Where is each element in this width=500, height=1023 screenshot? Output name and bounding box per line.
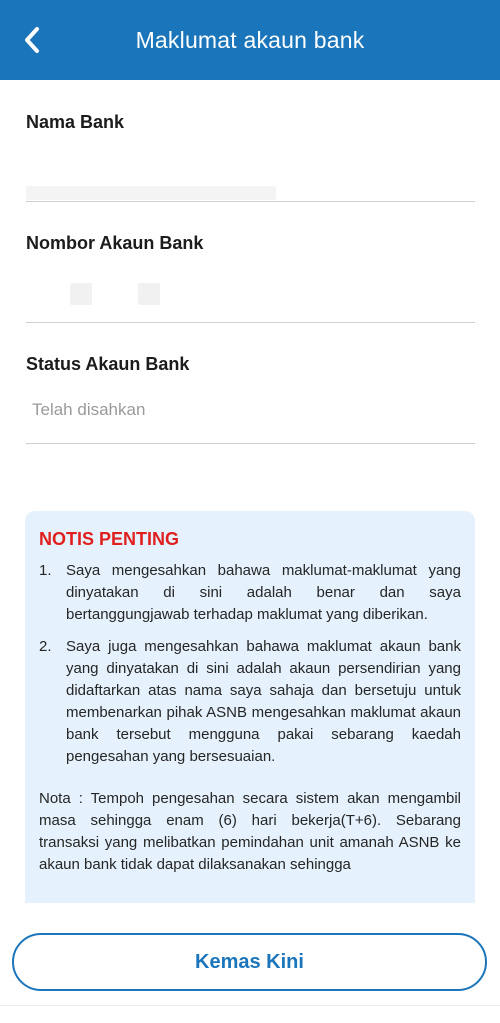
back-button[interactable] (14, 22, 50, 58)
notice-item (39, 636, 461, 768)
account-status-underline (26, 443, 475, 444)
notice-item-number: 1. (39, 562, 52, 579)
notice-note: Nota : Tempoh pengesahan secara sistem akan mengambil masa sehingga enam (6) hari bekerja(T+6). Sebarang transaksi yang melibatkan pemindahan unit amanah ASNB ke akaun bank tidak dapat dilaksanakan sehingga (39, 790, 461, 873)
bottom-divider (0, 1005, 500, 1006)
notice-item-text: Saya mengesahkan bahawa maklumat-maklumat yang dinyatakan di sini adalah benar dan saya bertanggungjawab terhadap maklumat yang diberikan. (66, 562, 461, 623)
notice-item-number: 2. (39, 638, 52, 655)
account-status-field (26, 354, 475, 446)
redacted-account-number-2 (138, 283, 160, 305)
notice-item-text: Saya juga mengesahkan bahawa maklumat akaun bank yang dinyatakan di sini adalah akaun persendirian yang didaftarkan atas nama saya sahaja dan bersetuju untuk membenarkan pihak ASNB mengesahkan maklumat akaun bank tersebut mengguna pakai sebarang kaedah pengesahan yang bersesuaian. (66, 638, 461, 765)
app-header (0, 0, 500, 80)
chevron-left-icon (22, 26, 42, 54)
important-notice (25, 511, 475, 931)
account-number-underline (26, 322, 475, 323)
update-button[interactable]: Kemas Kini (12, 933, 487, 991)
account-status-label: Status Akaun Bank (26, 354, 190, 374)
page-title: Maklumat akaun bank (135, 26, 365, 53)
bottom-action-bar (0, 903, 500, 1023)
notice-list (39, 560, 461, 768)
account-number-field[interactable] (26, 233, 475, 325)
account-number-label: Nombor Akaun Bank (26, 233, 204, 253)
notice-title: NOTIS PENTING (39, 529, 180, 549)
notice-item (39, 560, 461, 626)
account-status-value: Telah disahkan (32, 400, 146, 419)
bank-name-field[interactable] (26, 112, 475, 204)
redacted-account-number-1 (70, 283, 92, 305)
bank-name-label: Nama Bank (26, 112, 125, 132)
bank-name-underline (26, 201, 475, 202)
redacted-bank-name (26, 186, 276, 200)
